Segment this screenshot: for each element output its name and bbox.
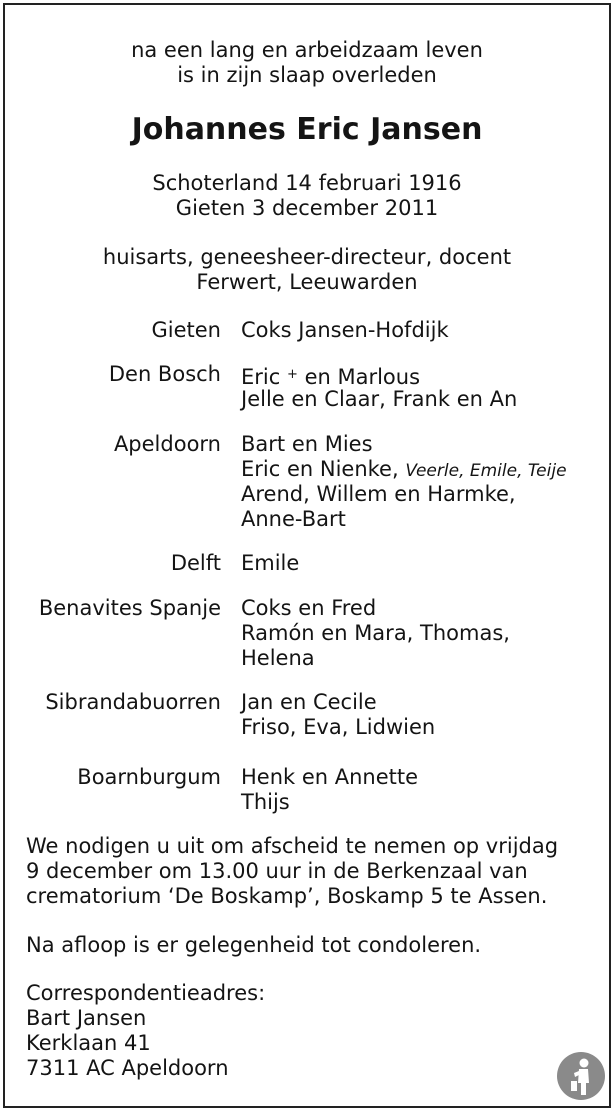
cross-icon: + (286, 367, 298, 382)
relative-line: Emile (241, 551, 300, 575)
relative-line: Coks Jansen-Hofdijk (241, 318, 449, 342)
invitation-line: crematorium ‘De Boskamp’, Boskamp 5 te Assen. (26, 884, 548, 908)
relative-line: Ramón en Mara, Thomas, (241, 621, 510, 645)
invitation-text (26, 834, 558, 909)
invitation-line: 9 december om 13.00 uur in de Berkenzaal van (26, 859, 528, 883)
relative-city: Benavites Spanje (38, 596, 221, 620)
deceased-name: Johannes Eric Jansen (131, 112, 483, 147)
relative-names (241, 690, 435, 740)
relative-names (241, 362, 517, 412)
relative-names (241, 551, 299, 576)
relative-names (241, 596, 510, 671)
relative-line: Arend, Willem en Harmke, (241, 482, 516, 506)
relative-city: Boarnburgum (77, 765, 221, 789)
relative-city: Den Bosch (108, 362, 221, 386)
profession-block (5, 245, 609, 295)
relative-city: Sibrandabuorren (45, 690, 221, 714)
invitation-line: We nodigen u uit om afscheid te nemen op vrijdag (26, 834, 559, 858)
life-dates (5, 171, 609, 221)
relative-city: Apeldoorn (113, 432, 221, 456)
places-line: Ferwert, Leeuwarden (196, 270, 418, 294)
relative-line: Coks en Fred (241, 596, 377, 620)
death-line: Gieten 3 december 2011 (175, 196, 439, 220)
birth-line: Schoterland 14 februari 1916 (152, 171, 462, 195)
grandchildren-names: Veerle, Emile, Teije (405, 461, 567, 481)
memorial-logo-icon (556, 1051, 606, 1101)
intro-line: is in zijn slaap overleden (177, 63, 437, 87)
relative-line (241, 362, 517, 387)
address-line: Kerklaan 41 (26, 1031, 151, 1055)
address-line: Bart Jansen (26, 1006, 147, 1030)
relative-line: Helena (241, 646, 315, 670)
relative-line: Jan en Cecile (241, 690, 377, 714)
intro-text (5, 38, 609, 88)
condolence-line: Na afloop is er gelegenheid tot condoleren. (26, 933, 482, 957)
address-line: Correspondentieadres: (26, 981, 266, 1005)
address-line: 7311 AC Apeldoorn (26, 1056, 229, 1080)
relative-line: Jelle en Claar, Frank en An (241, 387, 518, 411)
correspondence-address (26, 981, 265, 1081)
relative-names (241, 432, 567, 532)
relative-name: en Marlous (297, 365, 421, 389)
relative-line: Friso, Eva, Lidwien (241, 715, 436, 739)
relative-line (241, 457, 567, 482)
relative-city: Gieten (151, 318, 221, 342)
profession-line: huisarts, geneesheer-directeur, docent (102, 245, 512, 269)
intro-line: na een lang en arbeidzaam leven (131, 38, 483, 62)
condolence-text (26, 933, 481, 958)
relative-line: Thijs (241, 790, 290, 814)
relative-line: Henk en Annette (241, 765, 419, 789)
relative-names (241, 765, 418, 815)
relative-name: Eric en Nienke, (241, 457, 399, 481)
relative-line: Anne-Bart (241, 507, 346, 531)
relative-line: Bart en Mies (241, 432, 373, 456)
relative-city: Delft (170, 551, 221, 575)
relative-name: Eric (241, 365, 281, 389)
relative-names (241, 318, 449, 343)
death-notice (3, 3, 611, 1108)
